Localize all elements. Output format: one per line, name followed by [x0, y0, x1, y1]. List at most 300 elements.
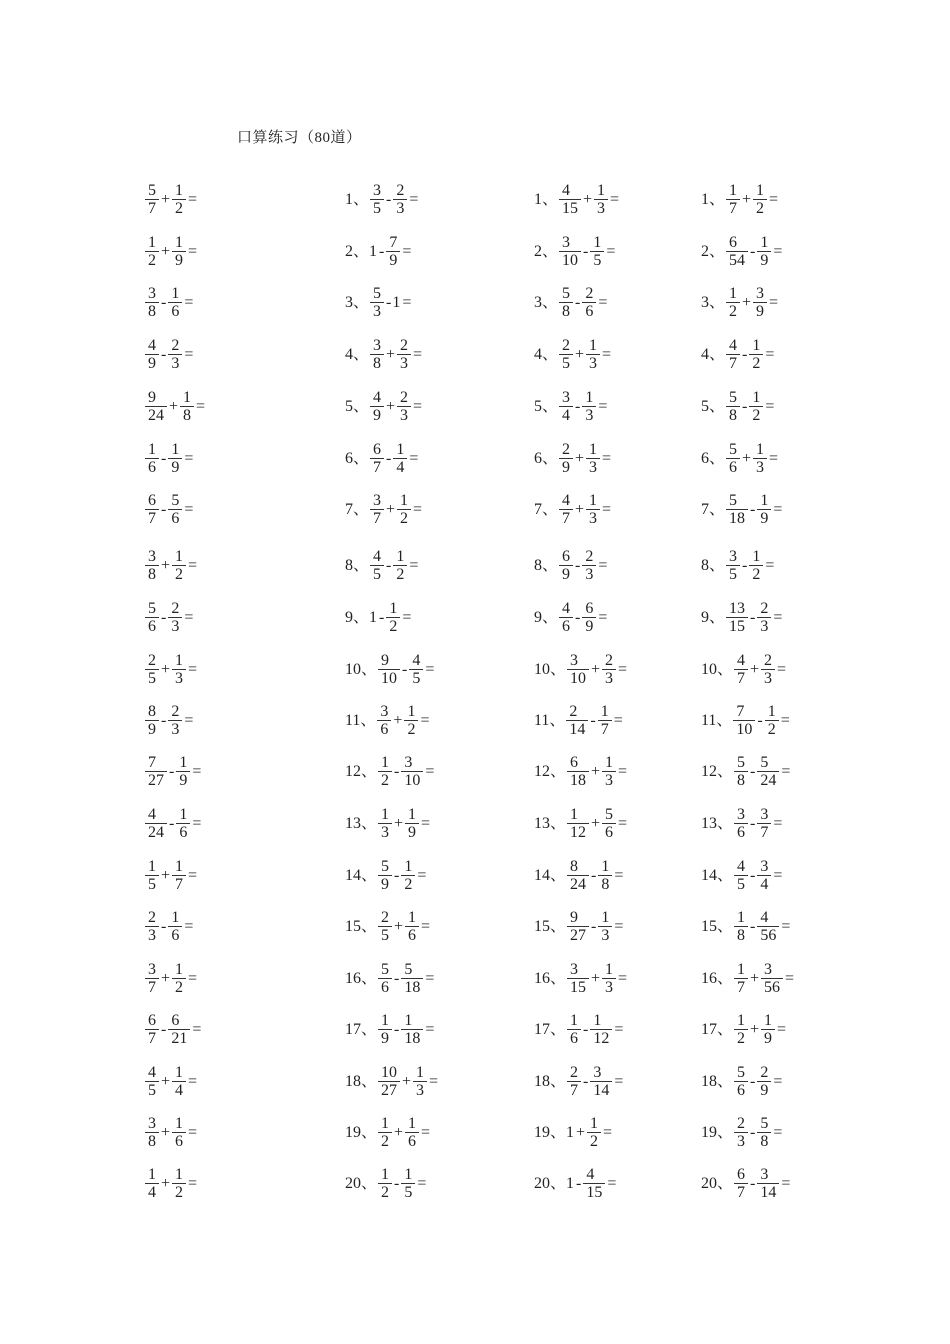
problem-number: 8、 — [345, 556, 370, 574]
problem-item — [345, 235, 412, 268]
denominator: 3 — [175, 670, 184, 687]
problem-item — [345, 653, 435, 686]
fraction — [393, 549, 407, 582]
problem-number: 5、 — [345, 397, 370, 415]
fraction — [602, 755, 616, 788]
denominator: 56 — [760, 927, 777, 944]
equals-sign: = — [421, 1123, 431, 1141]
numerator: 1 — [737, 1012, 746, 1029]
numerator: 1 — [175, 234, 184, 251]
denominator: 7 — [373, 510, 382, 527]
problem-number: 9、 — [534, 608, 559, 626]
problem-item — [701, 390, 775, 423]
denominator: 6 — [171, 510, 180, 527]
fraction — [370, 338, 384, 371]
numerator: 1 — [404, 1166, 413, 1183]
fraction — [734, 859, 748, 892]
denominator: 3 — [416, 1082, 425, 1099]
fraction — [386, 601, 400, 634]
numerator: 3 — [373, 182, 382, 199]
fraction — [582, 286, 596, 319]
equals-sign: = — [773, 1123, 783, 1141]
problem-item — [144, 962, 198, 995]
minus-sign: - — [750, 1174, 756, 1192]
problem-number: 5、 — [701, 397, 726, 415]
fraction — [370, 493, 384, 526]
fraction — [397, 493, 411, 526]
fraction — [393, 183, 407, 216]
fraction — [757, 910, 779, 943]
problem-number: 6、 — [345, 449, 370, 467]
fraction — [734, 910, 748, 943]
equals-sign: = — [613, 711, 623, 729]
fraction — [567, 807, 589, 840]
denominator: 2 — [381, 1133, 390, 1150]
problem-item — [144, 1065, 198, 1098]
numerator: 2 — [570, 1064, 579, 1081]
fraction — [761, 962, 783, 995]
denominator: 3 — [756, 459, 765, 476]
problem-item — [534, 859, 624, 892]
problem-number: 14、 — [345, 866, 378, 884]
numerator: 2 — [400, 389, 409, 406]
fraction — [145, 704, 159, 737]
plus-sign: + — [386, 345, 396, 363]
fraction — [567, 755, 589, 788]
denominator: 2 — [175, 979, 184, 996]
problem-item — [144, 390, 206, 423]
denominator: 5 — [148, 1082, 156, 1099]
plus-sign: + — [394, 1123, 404, 1141]
equals-sign: = — [188, 969, 198, 987]
minus-sign: - — [750, 242, 756, 260]
problem-item — [534, 390, 608, 423]
numerator: 1 — [148, 234, 156, 251]
denominator: 6 — [148, 459, 156, 476]
problem-item — [701, 235, 783, 268]
equals-sign: = — [402, 608, 412, 626]
fraction — [145, 653, 159, 686]
denominator: 7 — [148, 979, 156, 996]
problem-item — [144, 442, 194, 475]
denominator: 4 — [396, 459, 405, 476]
numerator: 2 — [148, 652, 156, 669]
denominator: 12 — [570, 824, 587, 841]
plus-sign: + — [575, 345, 585, 363]
problem-item — [701, 286, 779, 319]
problem-number: 2、 — [701, 242, 726, 260]
denominator: 8 — [183, 407, 192, 424]
numerator: 2 — [381, 909, 390, 926]
numerator: 5 — [737, 1064, 746, 1081]
minus-sign: - — [575, 397, 581, 415]
fraction — [734, 1116, 748, 1149]
denominator: 6 — [570, 1030, 579, 1047]
fraction — [386, 235, 400, 268]
plus-sign: + — [161, 660, 171, 678]
denominator: 2 — [175, 1184, 184, 1201]
problem-item — [534, 442, 612, 475]
problem-number: 2、 — [534, 242, 559, 260]
plus-sign: + — [161, 969, 171, 987]
numerator: 4 — [737, 858, 746, 875]
denominator: 9 — [760, 252, 769, 269]
denominator: 5 — [412, 670, 421, 687]
fraction — [602, 653, 616, 686]
denominator: 15 — [570, 979, 587, 996]
minus-sign: - — [583, 1020, 589, 1038]
equals-sign: = — [781, 1174, 791, 1192]
numerator: 6 — [562, 548, 571, 565]
problem-number: 20、 — [701, 1174, 734, 1192]
equals-sign: = — [188, 1174, 198, 1192]
equals-sign: = — [417, 866, 427, 884]
numerator: 1 — [175, 182, 184, 199]
denominator: 24 — [148, 824, 164, 841]
denominator: 7 — [148, 200, 156, 217]
problem-number: 8、 — [701, 556, 726, 574]
fraction — [168, 442, 182, 475]
problem-item — [534, 338, 612, 371]
fraction — [401, 962, 423, 995]
denominator: 24 — [760, 772, 777, 789]
fraction — [590, 235, 604, 268]
plus-sign: + — [394, 814, 404, 832]
fraction — [567, 1065, 581, 1098]
minus-sign: - — [161, 345, 167, 363]
numerator: 2 — [764, 652, 773, 669]
whole-number: 1 — [566, 1174, 575, 1192]
fraction — [757, 755, 779, 788]
problem-item — [701, 755, 791, 788]
problem-number: 9、 — [701, 608, 726, 626]
numerator: 4 — [373, 548, 382, 565]
fraction — [761, 1013, 775, 1046]
problem-item — [534, 1013, 624, 1046]
fraction — [765, 704, 779, 737]
numerator: 1 — [729, 285, 738, 302]
numerator: 3 — [373, 492, 382, 509]
problem-number: 20、 — [534, 1174, 567, 1192]
denominator: 3 — [373, 303, 382, 320]
problem-number: 1、 — [345, 190, 370, 208]
numerator: 3 — [756, 285, 765, 302]
numerator: 5 — [404, 961, 413, 978]
denominator: 7 — [737, 979, 746, 996]
plus-sign: + — [161, 242, 171, 260]
denominator: 3 — [171, 721, 180, 738]
problem-item — [534, 704, 624, 737]
equals-sign: = — [409, 556, 419, 574]
problem-number: 5、 — [534, 397, 559, 415]
denominator: 10 — [381, 670, 398, 687]
denominator: 18 — [404, 979, 421, 996]
fraction — [753, 183, 767, 216]
fraction — [559, 338, 573, 371]
problem-item — [144, 286, 194, 319]
equals-sign: = — [785, 969, 795, 987]
plus-sign: + — [750, 660, 760, 678]
equals-sign: = — [421, 814, 431, 832]
equals-sign: = — [196, 397, 206, 415]
equals-sign: = — [188, 556, 198, 574]
fraction — [726, 442, 740, 475]
minus-sign: - — [742, 397, 748, 415]
problem-number: 9、 — [345, 608, 370, 626]
minus-sign: - — [591, 917, 597, 935]
fraction — [172, 962, 186, 995]
equals-sign: = — [765, 397, 775, 415]
minus-sign: - — [750, 1072, 756, 1090]
problem-number: 15、 — [345, 917, 378, 935]
fraction — [378, 1167, 392, 1200]
denominator: 7 — [570, 1082, 579, 1099]
denominator: 6 — [380, 721, 389, 738]
equals-sign: = — [606, 242, 616, 260]
numerator: 5 — [737, 754, 746, 771]
minus-sign: - — [742, 345, 748, 363]
denominator: 5 — [404, 1184, 413, 1201]
minus-sign: - — [402, 660, 408, 678]
numerator: 4 — [760, 909, 769, 926]
problem-item — [701, 1116, 783, 1149]
problem-number: 8、 — [534, 556, 559, 574]
fraction — [726, 390, 740, 423]
numerator: 1 — [381, 1115, 390, 1132]
problem-number: 3、 — [534, 293, 559, 311]
fraction — [594, 183, 608, 216]
problem-number: 19、 — [701, 1123, 734, 1141]
equals-sign: = — [780, 711, 790, 729]
numerator: 2 — [400, 337, 409, 354]
fraction — [749, 338, 763, 371]
fraction — [145, 1013, 159, 1046]
fraction — [145, 493, 159, 526]
fraction — [757, 493, 771, 526]
denominator: 6 — [562, 618, 571, 635]
problem-number: 11、 — [534, 711, 566, 729]
problem-item — [345, 1065, 439, 1098]
plus-sign: + — [393, 711, 403, 729]
numerator: 1 — [760, 492, 769, 509]
fraction — [734, 1065, 748, 1098]
numerator: 3 — [148, 285, 156, 302]
denominator: 7 — [760, 824, 769, 841]
problem-item — [701, 859, 783, 892]
problem-item — [345, 286, 412, 319]
denominator: 9 — [562, 566, 571, 583]
problem-number: 14、 — [701, 866, 734, 884]
problem-item — [144, 183, 198, 216]
denominator: 8 — [737, 927, 746, 944]
numerator: 1 — [148, 441, 156, 458]
problem-number: 20、 — [345, 1174, 378, 1192]
numerator: 4 — [562, 492, 571, 509]
problem-item — [345, 910, 431, 943]
equals-sign: = — [618, 814, 628, 832]
denominator: 3 — [171, 355, 180, 372]
fraction — [172, 183, 186, 216]
fraction — [378, 755, 392, 788]
denominator: 6 — [381, 979, 390, 996]
numerator: 1 — [589, 441, 598, 458]
problem-number: 15、 — [534, 917, 567, 935]
denominator: 18 — [404, 1030, 421, 1047]
minus-sign: - — [394, 969, 400, 987]
numerator: 5 — [760, 1115, 769, 1132]
denominator: 24 — [148, 407, 164, 424]
problem-number: 13、 — [701, 814, 734, 832]
problem-item — [345, 859, 427, 892]
denominator: 10 — [570, 670, 587, 687]
equals-sign: = — [417, 1174, 427, 1192]
plus-sign: + — [575, 449, 585, 467]
fraction — [378, 1013, 392, 1046]
fraction — [734, 653, 748, 686]
fraction — [145, 235, 159, 268]
minus-sign: - — [161, 449, 167, 467]
equals-sign: = — [614, 1020, 624, 1038]
fraction — [176, 755, 190, 788]
minus-sign: - — [576, 1174, 582, 1192]
denominator: 3 — [605, 772, 614, 789]
denominator: 9 — [389, 252, 398, 269]
problem-number: 19、 — [345, 1123, 378, 1141]
plus-sign: + — [386, 500, 396, 518]
problem-number: 11、 — [345, 711, 377, 729]
fraction — [559, 493, 573, 526]
equals-sign: = — [429, 1072, 439, 1090]
problem-number: 16、 — [534, 969, 567, 987]
denominator: 7 — [737, 1184, 746, 1201]
numerator: 3 — [380, 703, 389, 720]
denominator: 2 — [400, 510, 409, 527]
equals-sign: = — [184, 345, 194, 363]
numerator: 7 — [736, 703, 745, 720]
numerator: 3 — [593, 1064, 602, 1081]
equals-sign: = — [598, 556, 608, 574]
problem-number: 4、 — [701, 345, 726, 363]
fraction — [590, 1065, 612, 1098]
denominator: 9 — [764, 1030, 773, 1047]
problem-number: 12、 — [534, 762, 567, 780]
fraction — [378, 807, 392, 840]
problem-item — [345, 493, 423, 526]
fraction — [587, 1116, 601, 1149]
problem-item — [701, 1167, 791, 1200]
equals-sign: = — [184, 917, 194, 935]
fraction — [172, 1065, 186, 1098]
denominator: 2 — [381, 772, 390, 789]
denominator: 3 — [589, 355, 598, 372]
equals-sign: = — [618, 969, 628, 987]
problem-item — [144, 235, 198, 268]
minus-sign: - — [583, 242, 589, 260]
problem-item — [534, 601, 608, 634]
denominator: 6 — [171, 927, 180, 944]
numerator: 1 — [381, 1012, 390, 1029]
problem-item — [144, 704, 194, 737]
problem-item — [534, 807, 628, 840]
fraction — [145, 549, 159, 582]
fraction — [583, 1167, 605, 1200]
plus-sign: + — [386, 397, 396, 415]
fraction — [749, 390, 763, 423]
numerator: 2 — [760, 1064, 769, 1081]
fraction — [370, 183, 384, 216]
fraction — [168, 1013, 190, 1046]
denominator: 5 — [148, 876, 156, 893]
numerator: 9 — [381, 652, 390, 669]
problem-number: 14、 — [534, 866, 567, 884]
denominator: 2 — [752, 566, 761, 583]
fraction — [567, 962, 589, 995]
problem-item — [701, 653, 787, 686]
problem-item — [534, 910, 624, 943]
numerator: 4 — [586, 1166, 595, 1183]
denominator: 5 — [381, 927, 390, 944]
denominator: 9 — [760, 1082, 769, 1099]
problem-item — [701, 183, 779, 216]
problem-item — [701, 1065, 783, 1098]
denominator: 3 — [737, 1133, 746, 1150]
equals-sign: = — [614, 866, 624, 884]
fraction — [559, 286, 573, 319]
denominator: 3 — [589, 459, 598, 476]
problem-item — [144, 493, 194, 526]
numerator: 4 — [729, 337, 738, 354]
denominator: 10 — [562, 252, 579, 269]
denominator: 7 — [175, 876, 184, 893]
problem-number: 3、 — [345, 293, 370, 311]
denominator: 6 — [148, 618, 156, 635]
denominator: 9 — [562, 459, 571, 476]
numerator: 6 — [570, 754, 579, 771]
plus-sign: + — [591, 814, 601, 832]
minus-sign: - — [591, 866, 597, 884]
denominator: 6 — [179, 824, 188, 841]
problem-item — [144, 910, 194, 943]
minus-sign: - — [161, 711, 167, 729]
whole-number: 1 — [369, 608, 378, 626]
numerator: 4 — [148, 337, 156, 354]
plus-sign: + — [161, 1072, 171, 1090]
problem-item — [534, 755, 628, 788]
problem-item — [144, 807, 202, 840]
denominator: 3 — [764, 670, 773, 687]
denominator: 2 — [404, 876, 413, 893]
numerator: 8 — [148, 703, 156, 720]
numerator: 6 — [585, 600, 594, 617]
plus-sign: + — [161, 190, 171, 208]
fraction — [559, 442, 573, 475]
numerator: 1 — [593, 1012, 602, 1029]
numerator: 1 — [175, 1064, 184, 1081]
fraction — [413, 1065, 427, 1098]
minus-sign: - — [394, 1174, 400, 1192]
equals-sign: = — [188, 242, 198, 260]
denominator: 2 — [407, 721, 416, 738]
fraction — [145, 390, 167, 423]
equals-sign: = — [420, 711, 430, 729]
plus-sign: + — [394, 917, 404, 935]
numerator: 1 — [416, 1064, 425, 1081]
denominator: 14 — [593, 1082, 610, 1099]
equals-sign: = — [192, 814, 202, 832]
denominator: 4 — [562, 407, 571, 424]
numerator: 6 — [373, 441, 382, 458]
numerator: 1 — [570, 806, 579, 823]
